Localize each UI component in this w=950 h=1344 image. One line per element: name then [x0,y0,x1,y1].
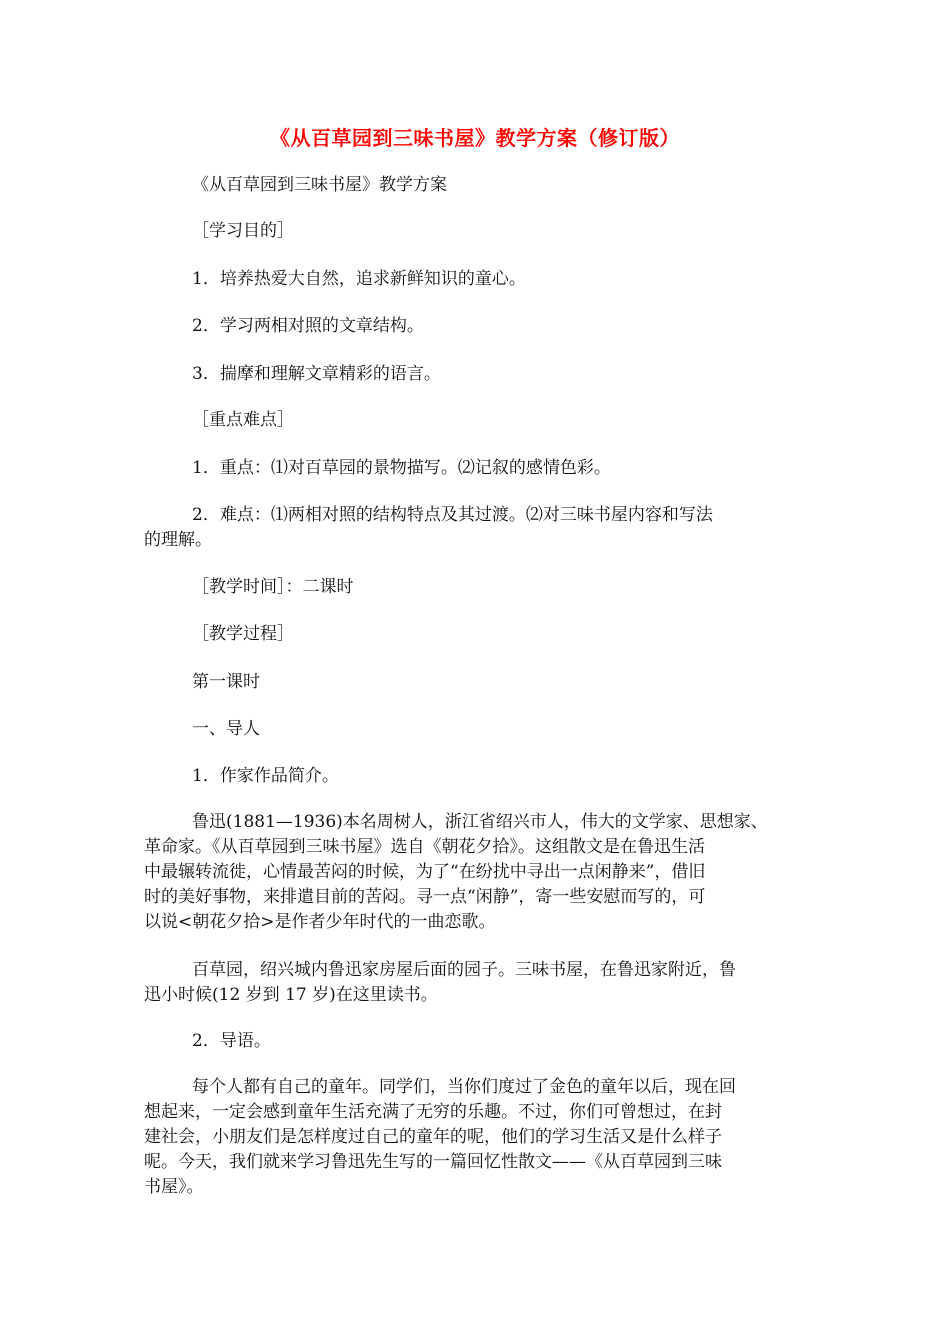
author-paragraph-line: 中最辗转流徙，心情最苦闷的时候，为了“在纷扰中寻出一点闲静来”，借旧 [144,862,706,882]
goal-item-1: 1．培养热爱大自然，追求新鲜知识的童心。 [192,269,526,289]
key-point-1: 1．重点：⑴对百草园的景物描写。⑵记叙的感情色彩。 [192,458,611,478]
author-paragraph-line: 革命家。《从百草园到三味书屋》选自《朝花夕拾》。这组散文是在鲁迅生活 [144,837,705,857]
garden-paragraph-line: 百草园，绍兴城内鲁迅家房屋后面的园子。三味书屋，在鲁迅家附近，鲁 [192,960,736,980]
subtitle: 《从百草园到三味书屋》教学方案 [192,175,447,195]
author-paragraph-line: 鲁迅(1881—1936)本名周树人，浙江省绍兴市人，伟大的文学家、思想家、 [192,812,768,832]
key-point-2-line-1: 2．难点：⑴两相对照的结构特点及其过渡。⑵对三味书屋内容和写法 [192,505,713,525]
childhood-paragraph-line: 呢。今天，我们就来学习鲁迅先生写的一篇回忆性散文——《从百草园到三味 [144,1152,722,1172]
key-point-2-line-2: 的理解。 [144,530,212,550]
key-points-heading: ［重点难点］ [192,410,294,430]
childhood-paragraph-line: 建社会，小朋友们是怎样度过自己的童年的呢，他们的学习生活又是什么样子 [144,1127,722,1147]
goal-item-2: 2．学习两相对照的文章结构。 [192,316,424,336]
process-heading: ［教学过程］ [192,624,294,644]
intro-item-2: 2．导语。 [192,1031,271,1051]
intro-item-1: 1．作家作品简介。 [192,766,339,786]
childhood-paragraph-line: 书屋》。 [144,1177,204,1197]
childhood-paragraph-line: 想起来，一定会感到童年生活充满了无穷的乐趣。不过，你们可曾想过，在封 [144,1102,722,1122]
garden-paragraph-line: 迅小时候(12 岁到 17 岁)在这里读书。 [144,985,438,1005]
teaching-time: ［教学时间］：二课时 [192,577,354,597]
childhood-paragraph [144,1075,824,1200]
garden-paragraph [144,958,824,1008]
goals-heading: ［学习目的］ [192,221,294,241]
intro-heading: 一、导人 [192,719,260,739]
key-point-2 [144,503,824,553]
document-title: 《从百草园到三味书屋》教学方案（修订版） [270,126,680,150]
goal-item-3: 3．揣摩和理解文章精彩的语言。 [192,364,441,384]
childhood-paragraph-line: 每个人都有自己的童年。同学们，当你们度过了金色的童年以后，现在回 [192,1077,736,1097]
author-paragraph [144,810,824,935]
lesson-one-heading: 第一课时 [192,672,260,692]
author-paragraph-line: 以说<朝花夕拾>是作者少年时代的一曲恋歌。 [144,912,496,932]
author-paragraph-line: 时的美好事物，来排遣目前的苦闷。寻一点“闲静”，寄一些安慰而写的，可 [144,887,706,907]
